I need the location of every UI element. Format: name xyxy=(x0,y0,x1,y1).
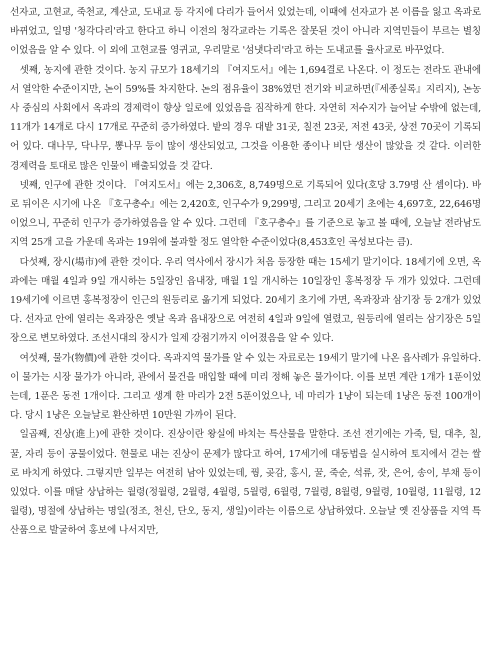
paragraph-tribute: 일곱째, 진상(進上)에 관한 것이다. 진상이란 왕실에 바치는 특산물을 말한다. 조선 전기에는 가죽, 털, 대추, 칠, 꿀, 자리 등이 공물이었다. 현물로 내는 진상이 문제가 많다고 하여, 17세기에 대동법을 실시하여 토지에서 걷는 쌀로 바치게 하였다. 그렇지만 일부는 여전히 남아 있었는데, 꿩, 곶감, 홍시, 꿀, 죽순, 석류, 잣, 은어, 송이, 부채 등이 있었다. 이를 매달 상납하는 월령(정월령, 2월령, 4월령, 5월령, 6월령, 7월령, 8월령, 9월령, 10월령, 11월령, 12월령), 명절에 상납하는 명일(정조, 천신, 단오, 동지, 생일)이라는 이름으로 상납하였다. 오늘날 옛 진상품을 지역 특산품으로 발굴하여 홍보에 나서지만, xyxy=(10,429,481,537)
paragraph-population: 넷째, 인구에 관한 것이다. 『여지도서』에는 2,306호, 8,749명으로 기록되어 있다(호당 3.79명 산 셈이다). 바로 뒤이은 시기에 나온 『호구총수』에는 2,420호, 인구수가 9,299명, 그리고 20세기 초에는 4,697호, 22,646명이었으니, 꾸준히 인구가 증가하였음을 알 수 있다. 그런데 『호구총수』를 기준으로 놓고 볼 때에, 오늘날 전라남도 지역 25개 고을 가운데 옥과는 19위에 불과할 정도 열악한 수준이었다(8,453호인 곡성보다는 큼). xyxy=(10,179,481,249)
paragraph-bridges: 선자교, 고현교, 죽천교, 계산교, 도내교 등 각지에 다리가 들어서 있었는데, 이때에 선자교가 본 이름을 잃고 옥과로 바뀌었고, 일명 '청각다리'라고 한다고 하니 이전의 청각교라는 기록은 잘못된 것이 아니라 지역민들이 부르는 별칭이었음을 알 수 있다. 이 외에 고현교를 영귀교, 우리말로 '섬냇다리'라고 하는 도내교를 율사교로 바꾸었다. xyxy=(10,7,481,57)
paragraph-farmland: 셋째, 농지에 관한 것이다. 농지 규모가 18세기의 『여지도서』에는 1,694결로 나온다. 이 정도는 전라도 관내에서 열악한 수준이지만, 논이 59%를 차지한다. 논의 점유율이 38%였던 전기와 비교하면(『세종실록』지리지), 논농사 중심의 사회에서 옥과의 경제력이 향상 일로에 있었음을 짐작하게 한다. 자연히 저수지가 늘어날 수밖에 없는데, 11개가 14개로 다시 17개로 꾸준히 증가하였다. 밭의 경우 대밭 31곳, 칠전 23곳, 저전 43곳, 상전 70곳이 기록되어 있다. 대나무, 닥나무, 뽕나무 등이 많이 생산되었고, 그것을 이용한 종이나 비단 생산이 많았을 것 같다. 이러한 경제력을 토대로 많은 인물이 배출되었을 것 같다. xyxy=(10,64,481,172)
paragraph-markets: 다섯째, 장시(場市)에 관한 것이다. 우리 역사에서 장시가 처음 등장한 때는 15세기 말기이다. 18세기에 오면, 옥과에는 매월 4일과 9일 개시하는 5일장인 읍내장, 매월 1일 개시하는 10일장인 홍복정장 두 개가 있었다. 그런데 19세기에 이르면 홍복정장이 인근의 원등리로 옮기게 되었다. 20세기 초기에 가면, 옥과장과 삼기장 등 2개가 있었다. 선자교 안에 열리는 옥과장은 옛날 옥과 읍내장으로 여전히 4일과 9일에 열렸고, 원등리에 열리는 삼기장은 5일장으로 변모하였다. 조선시대의 장시가 일제 강점기까지 이어졌음을 알 수 있다. xyxy=(10,256,481,345)
paragraph-prices: 여섯째, 물가(物價)에 관한 것이다. 옥과지역 물가를 알 수 있는 자료로는 19세기 말기에 나온 읍사례가 유일하다. 이 물가는 시장 물가가 아니라, 관에서 물건을 매입할 때에 미리 정해 놓은 물가이다. 이를 보면 계란 1개가 1푼이었는데, 1푼은 동전 1개이다. 그리고 생계 한 마리가 2전 5푼이었으나, 네 마리가 1냥이 되는데 1냥은 동전 100개이다. 당시 1냥은 오늘날로 환산하면 10만원 가까이 된다. xyxy=(10,352,481,422)
